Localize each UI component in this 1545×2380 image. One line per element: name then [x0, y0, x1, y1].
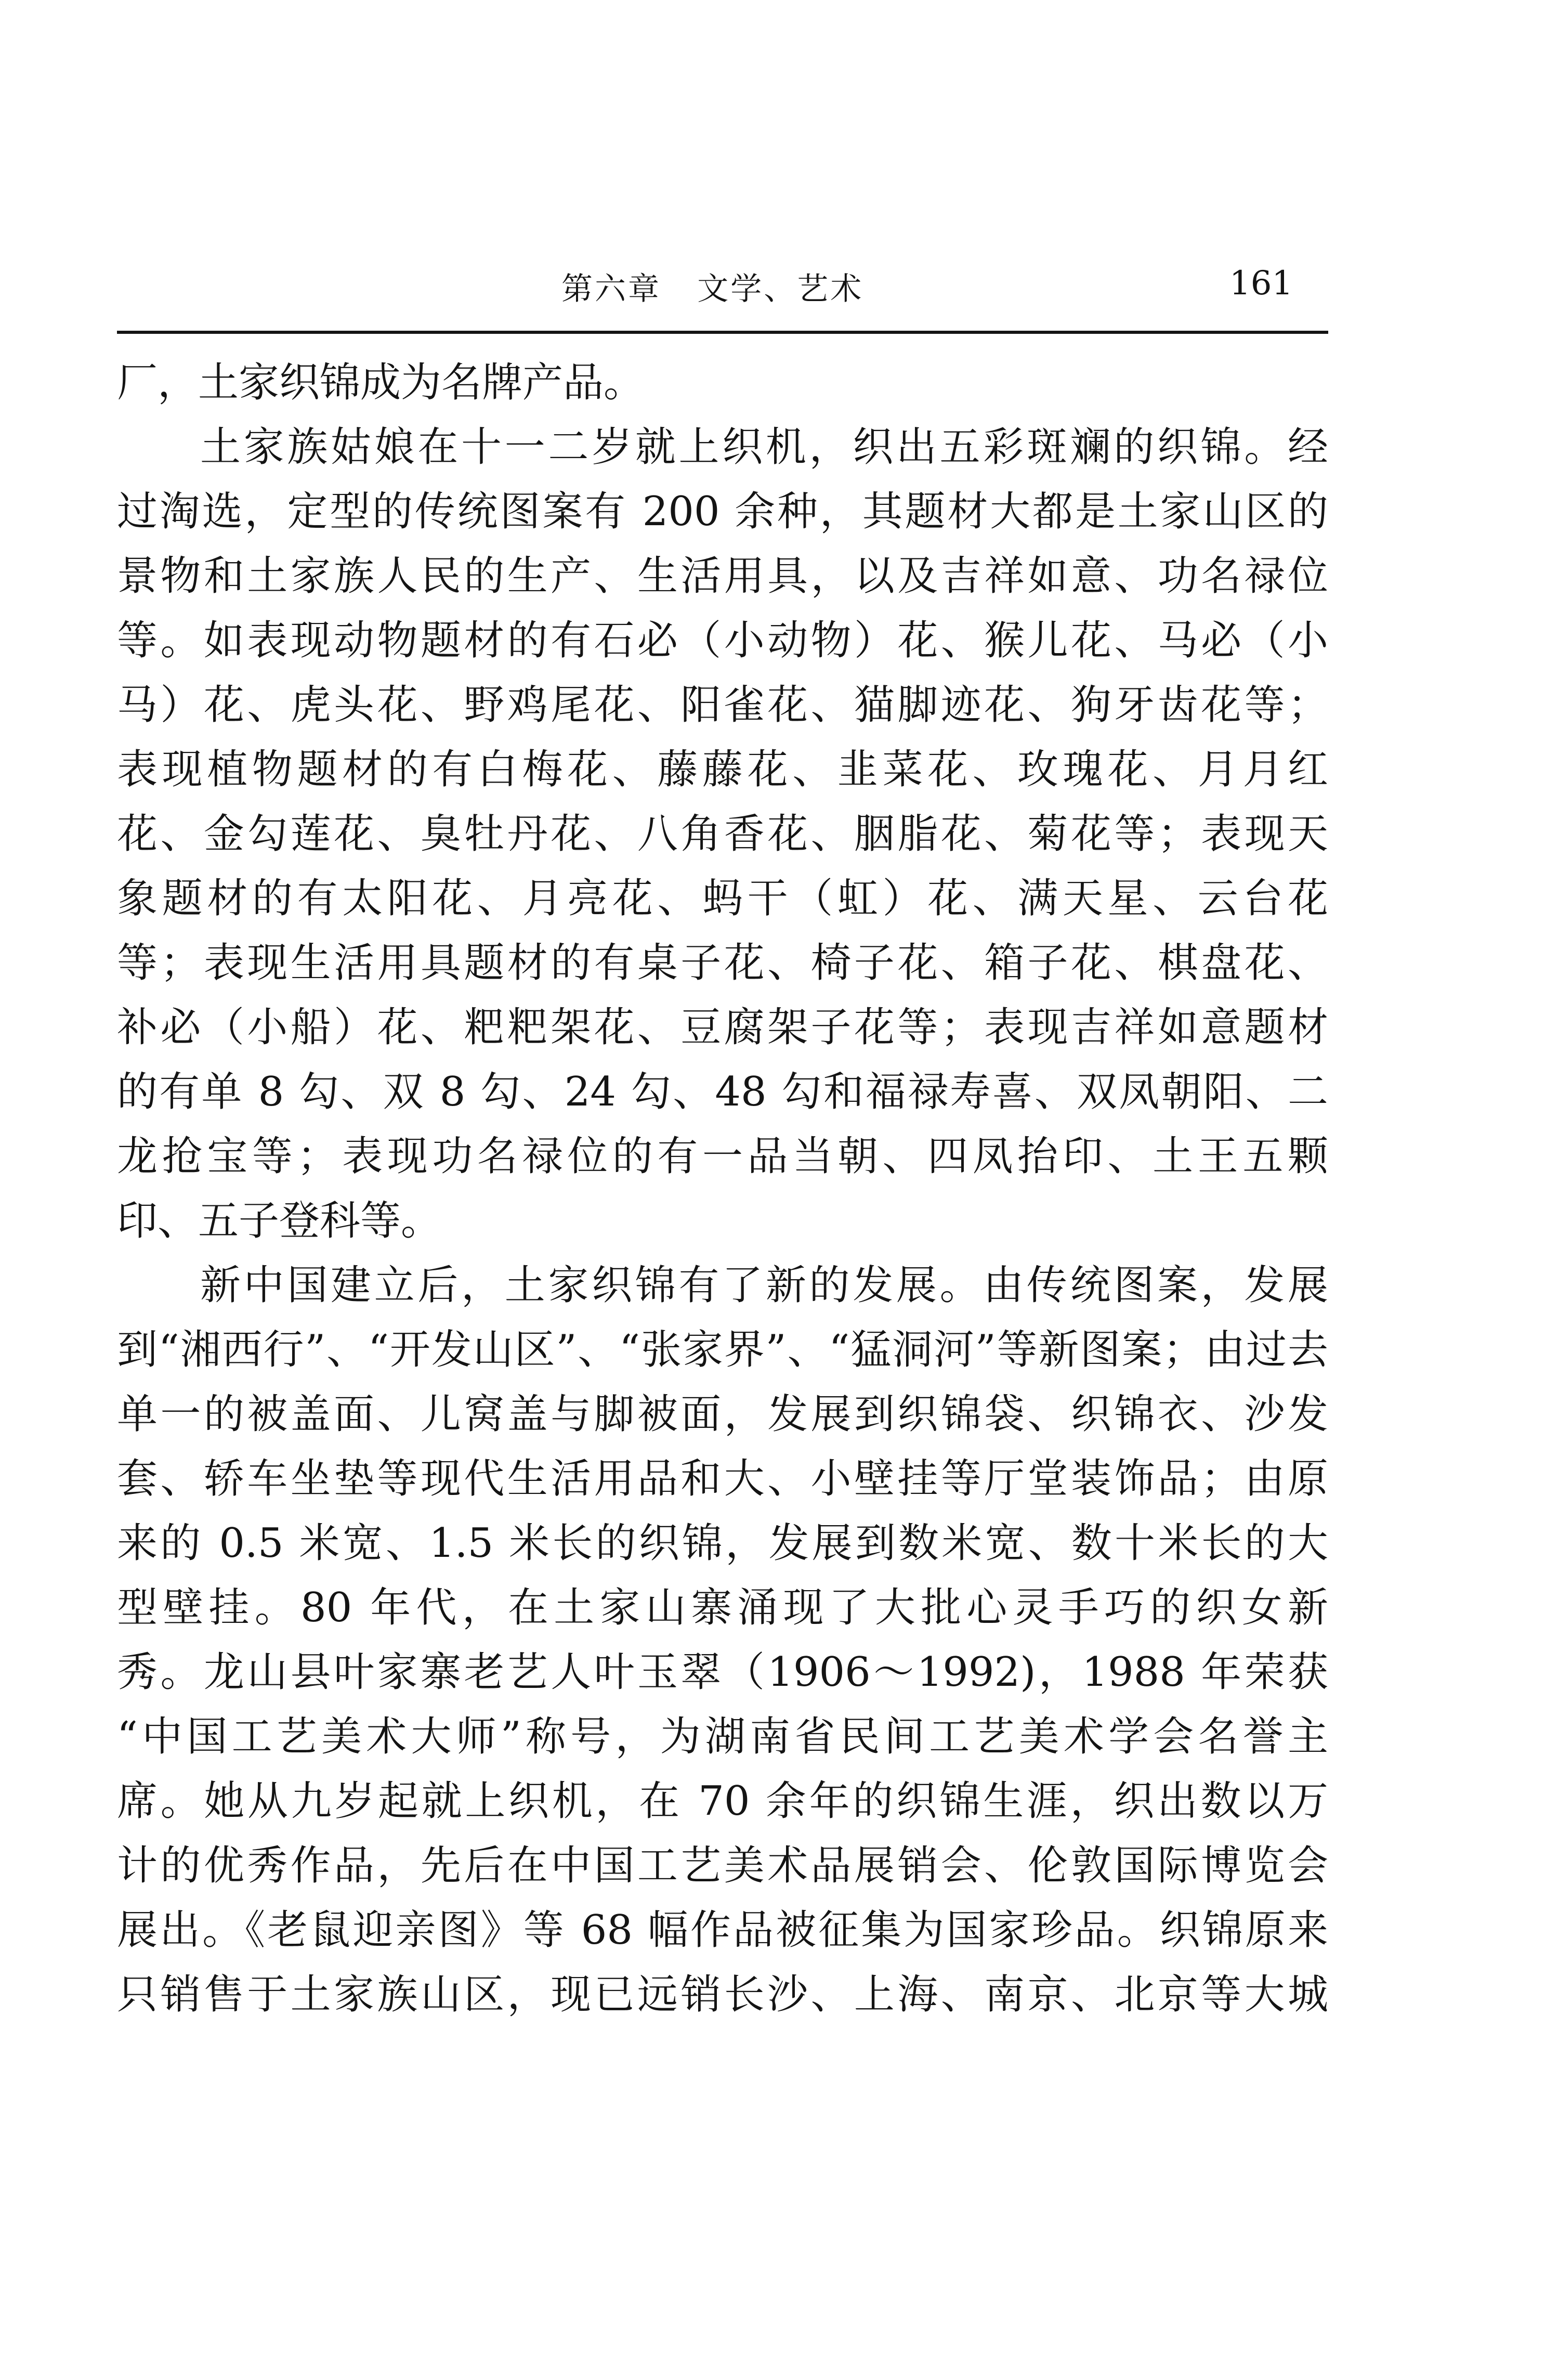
chapter-label: 第六章: [561, 271, 661, 307]
text-line: 象题材的有太阳花、月亮花、蚂干（虹）花、满天星、云台花: [117, 875, 1328, 922]
text-line: 到“湘西行”、“开发山区”、“张家界”、“猛洞河”等新图案；由过去: [117, 1326, 1328, 1373]
text-line: 花、金勾莲花、臭牡丹花、八角香花、胭脂花、菊花等；表现天: [117, 811, 1328, 857]
text-line: 席。她从九岁起就上织机，在 70 余年的织锦生涯，织出数以万: [117, 1778, 1328, 1825]
text-line: 厂，土家织锦成为名牌产品。: [117, 359, 645, 406]
section-title: 文学、艺术: [697, 271, 864, 307]
text-line: 套、轿车坐垫等现代生活用品和大、小壁挂等厅堂装饰品；由原: [117, 1455, 1328, 1502]
text-line: 等；表现生活用具题材的有桌子花、椅子花、箱子花、棋盘花、: [117, 940, 1328, 986]
text-line: 只销售于土家族山区，现已远销长沙、上海、南京、北京等大城: [117, 1971, 1328, 2018]
text-line: 计的优秀作品，先后在中国工艺美术品展销会、伦敦国际博览会: [117, 1842, 1328, 1889]
running-header: [561, 264, 863, 309]
header-rule: [117, 331, 1328, 334]
text-line: 来的 0.5 米宽、1.5 米长的织锦，发展到数米宽、数十米长的大: [117, 1520, 1328, 1567]
text-line: 印、五子登科等。: [117, 1198, 442, 1244]
page-number: 161: [1229, 264, 1293, 303]
text-line: 补必（小船）花、粑粑架花、豆腐架子花等；表现吉祥如意题材: [117, 1004, 1328, 1051]
text-line: 龙抢宝等；表现功名禄位的有一品当朝、四凤抬印、土王五颗: [117, 1133, 1328, 1180]
text-line: “中国工艺美术大师”称号，为湖南省民间工艺美术学会名誉主: [117, 1713, 1328, 1760]
text-line: 秀。龙山县叶家寨老艺人叶玉翠（1906～1992)，1988 年荣获: [117, 1649, 1328, 1696]
text-line: 马）花、虎头花、野鸡尾花、阳雀花、猫脚迹花、狗牙齿花等；: [117, 682, 1328, 729]
body-text: [117, 350, 1328, 2027]
text-line: 景物和土家族人民的生产、生活用具，以及吉祥如意、功名禄位: [117, 553, 1328, 600]
text-line: 型壁挂。80 年代，在土家山寨涌现了大批心灵手巧的织女新: [117, 1584, 1328, 1631]
text-line: 单一的被盖面、儿窝盖与脚被面，发展到织锦袋、织锦衣、沙发: [117, 1391, 1328, 1438]
text-line: 等。如表现动物题材的有石必（小动物）花、猴儿花、马必（小: [117, 617, 1328, 664]
text-line: 展出。《老鼠迎亲图》等 68 幅作品被征集为国家珍品。织锦原来: [117, 1907, 1328, 1954]
text-line: 土家族姑娘在十一二岁就上织机，织出五彩斑斓的织锦。经: [200, 424, 1328, 471]
text-line: 表现植物题材的有白梅花、藤藤花、韭菜花、玫瑰花、月月红: [117, 746, 1328, 793]
text-line: 新中国建立后，土家织锦有了新的发展。由传统图案，发展: [200, 1262, 1328, 1309]
text-line: 过淘选，定型的传统图案有 200 余种，其题材大都是土家山区的: [117, 488, 1328, 535]
text-line: 的有单 8 勾、双 8 勾、24 勾、48 勾和福禄寿喜、双凤朝阳、二: [117, 1069, 1328, 1115]
